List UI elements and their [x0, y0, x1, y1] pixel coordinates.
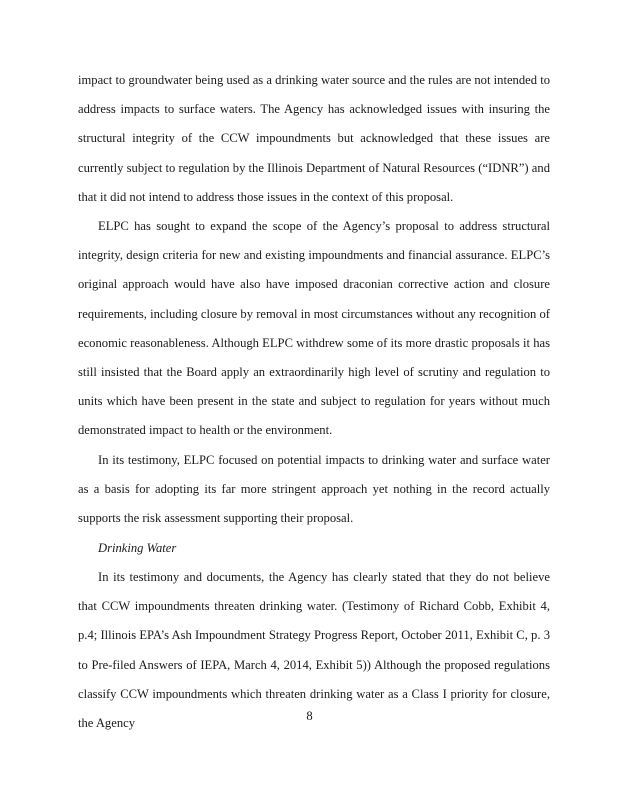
page-number: 8	[306, 709, 313, 723]
paragraph-elpc-scope: ELPC has sought to expand the scope of the Agency’s proposal to address structural integrity, design criteria for new and existing impoundments and financial assurance. ELPC’s original approach would have also have imposed draconian corrective action and closure requirements, including closure by removal in most circumstances without any recognition of economic reasonableness. Although ELPC withdrew some of its more drastic proposals it has still insisted that the Board apply an extraordinarily high level of scrutiny and regulation to units which have been present in the state and subject to regulation for years without much demonstrated impact to health or the environment.	[78, 219, 550, 438]
paragraph-drinking-water: In its testimony and documents, the Agency has clearly stated that they do not believe that CCW impoundments threaten drinking water. (Testimony of Richard Cobb, Exhibit 4, p.4; Illinois EPA’s Ash Impoundment Strategy Progress Report, October 2011, Exhibit C, p. 3 to Pre-filed Answers of IEPA, March 4, 2014, Exhibit 5)) Although the proposed regulations classify CCW impoundments which threaten drinking water as a Class I priority for closure, the Agency	[78, 570, 550, 731]
section-heading-drinking-water: Drinking Water	[98, 541, 177, 555]
paragraph-elpc-testimony: In its testimony, ELPC focused on potential impacts to drinking water and surface water as a basis for adopting its far more stringent approach yet nothing in the record actually supports the risk assessment supporting their proposal.	[78, 453, 550, 526]
paragraph-continuation: impact to groundwater being used as a drinking water source and the rules are not intended to address impacts to surface waters. The Agency has acknowledged issues with insuring the structural integrity of the CCW impoundments but acknowledged that these issues are currently subject to regulation by the Illinois Department of Natural Resources (“IDNR”) and that it did not intend to address those issues in the context of this proposal.	[78, 73, 550, 204]
